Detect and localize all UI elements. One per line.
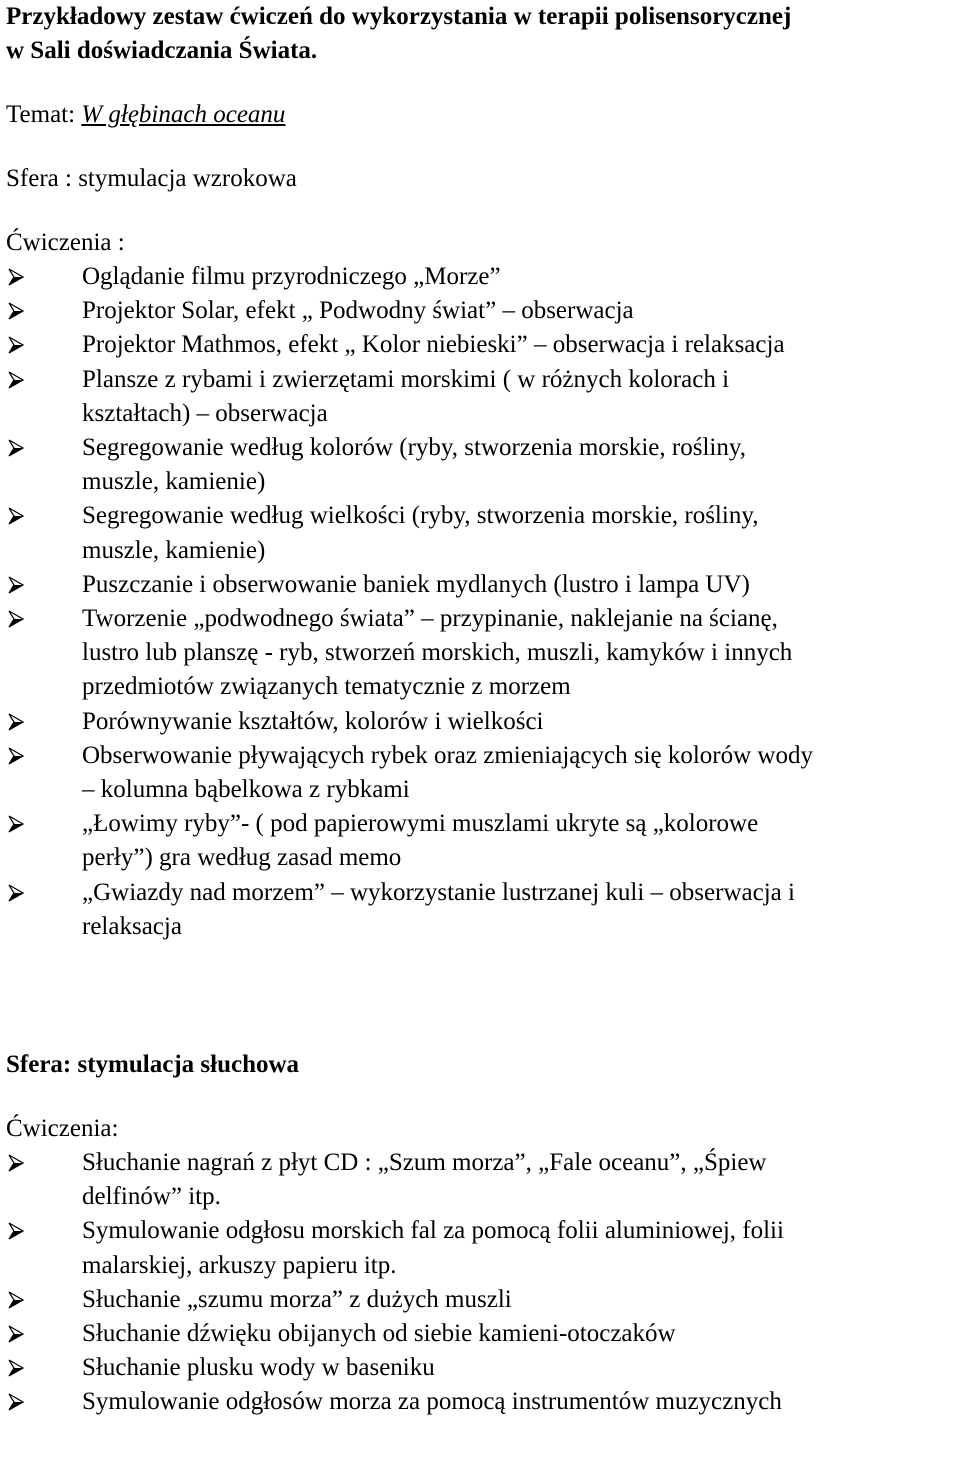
exercise-item-text-line: Porównywanie kształtów, kolorów i wielkości <box>82 707 544 735</box>
exercise-item-text-line: Symulowanie odgłosu morskich fal za pomocą folii aluminiowej, folii <box>82 1217 784 1245</box>
topic-line <box>6 98 956 132</box>
title-line-2: w Sali doświadczania Świata. <box>6 37 318 64</box>
arrowhead-bullet-icon <box>8 1359 24 1377</box>
exercise-item-text-line: Symulowanie odgłosów morza za pomocą instrumentów muzycznych <box>82 1388 782 1416</box>
exercise-item <box>6 1385 956 1419</box>
exercise-item <box>6 328 956 362</box>
exercise-item-text-line: relaksacja <box>82 912 182 940</box>
arrowhead-bullet-icon <box>8 507 24 525</box>
exercise-item-text-line: perły”) gra według zasad memo <box>82 844 402 872</box>
arrowhead-bullet-icon <box>8 576 24 594</box>
section1-sphere-heading: Sfera : stymulacja wzrokowa <box>6 165 297 192</box>
exercise-item-text-line: lustro lub planszę - ryb, stworzeń morskich, muszli, kamyków i innych <box>82 639 793 667</box>
exercise-item-text-line: Słuchanie nagrań z płyt CD : „Szum morza”, „Fale oceanu”, „Śpiew <box>82 1149 767 1177</box>
arrowhead-bullet-icon <box>8 815 24 833</box>
exercise-item <box>6 1317 956 1351</box>
exercise-item <box>6 1146 956 1214</box>
exercise-item <box>6 294 956 328</box>
arrowhead-bullet-icon <box>8 371 24 389</box>
exercise-item-text-line: Segregowanie według wielkości (ryby, stworzenia morskie, rośliny, <box>82 502 759 530</box>
arrowhead-bullet-icon <box>8 336 24 354</box>
exercise-item-text-line: muszle, kamienie) <box>82 536 266 564</box>
exercise-item-text-line: Obserwowanie pływających rybek oraz zmieniających się kolorów wody <box>82 741 813 769</box>
arrowhead-bullet-icon <box>8 1393 24 1411</box>
exercise-item-text-line: delfinów” itp. <box>82 1183 221 1211</box>
exercise-item <box>6 602 956 705</box>
exercise-item-text-line: Oglądanie filmu przyrodniczego „Morze” <box>82 263 501 290</box>
exercise-item <box>6 1351 956 1385</box>
exercise-item-text-line: – kolumna bąbelkowa z rybkami <box>82 776 410 804</box>
topic-label: Temat: <box>6 101 82 128</box>
exercise-item <box>6 363 956 431</box>
arrowhead-bullet-icon <box>8 747 24 765</box>
exercise-item-text-line: Plansze z rybami i zwierzętami morskimi ( w różnych kolorach i <box>82 365 730 393</box>
arrowhead-bullet-icon <box>8 1154 24 1172</box>
section1-exercise-list <box>6 260 956 944</box>
section2-sphere-heading: Sfera: stymulacja słuchowa <box>6 1051 300 1079</box>
exercise-item-text-line: Segregowanie według kolorów (ryby, stworzenia morskie, rośliny, <box>82 434 746 462</box>
exercise-item <box>6 1214 956 1282</box>
exercise-item <box>6 260 956 294</box>
exercise-item <box>6 568 956 602</box>
arrowhead-bullet-icon <box>8 1325 24 1343</box>
topic-value: W głębinach oceanu <box>81 101 286 128</box>
section2-exercise-list <box>6 1146 956 1420</box>
arrowhead-bullet-icon <box>8 1222 24 1240</box>
exercise-item <box>6 739 956 807</box>
exercise-item-text-line: Słuchanie dźwięku obijanych od siebie kamieni-otoczaków <box>82 1320 676 1348</box>
exercise-item <box>6 499 956 567</box>
arrowhead-bullet-icon <box>8 302 24 320</box>
section1-exercises-label: Ćwiczenia : <box>6 229 125 256</box>
exercise-item <box>6 1283 956 1317</box>
exercise-item-text-line: Słuchanie plusku wody w baseniku <box>82 1354 435 1382</box>
exercise-item-text-line: muszle, kamienie) <box>82 468 266 496</box>
section2-exercises-label: Ćwiczenia: <box>6 1115 119 1143</box>
exercise-item-text-line: Tworzenie „podwodnego świata” – przypinanie, naklejanie na ścianę, <box>82 605 778 633</box>
exercise-item-text-line: Projektor Solar, efekt „ Podwodny świat” – obserwacja <box>82 297 634 325</box>
exercise-item <box>6 807 956 875</box>
arrowhead-bullet-icon <box>8 439 24 457</box>
arrowhead-bullet-icon <box>8 1291 24 1309</box>
document-page <box>6 0 956 1420</box>
exercise-item <box>6 431 956 499</box>
arrowhead-bullet-icon <box>8 610 24 628</box>
exercise-item-text-line: przedmiotów związanych tematycznie z morzem <box>82 673 571 701</box>
exercise-item-text-line: „Gwiazdy nad morzem” – wykorzystanie lustrzanej kuli – obserwacja i <box>82 878 795 906</box>
exercise-item-text-line: Puszczanie i obserwowanie baniek mydlanych (lustro i lampa UV) <box>82 570 750 598</box>
exercise-item-text-line: Projektor Mathmos, efekt „ Kolor niebieski” – obserwacja i relaksacja <box>82 331 785 359</box>
exercise-item-text-line: Słuchanie „szumu morza” z dużych muszli <box>82 1285 512 1313</box>
arrowhead-bullet-icon <box>8 268 24 286</box>
arrowhead-bullet-icon <box>8 884 24 902</box>
exercise-item <box>6 876 956 944</box>
exercise-item-text-line: „Łowimy ryby”- ( pod papierowymi muszlami ukryte są „kolorowe <box>82 810 759 838</box>
title-line-1: Przykładowy zestaw ćwiczeń do wykorzystania w terapii polisensorycznej <box>6 3 792 30</box>
arrowhead-bullet-icon <box>8 713 24 731</box>
exercise-item-text-line: malarskiej, arkuszy papieru itp. <box>82 1251 397 1279</box>
document-title <box>6 0 956 68</box>
exercise-item-text-line: kształtach) – obserwacja <box>82 399 328 427</box>
exercise-item <box>6 705 956 739</box>
